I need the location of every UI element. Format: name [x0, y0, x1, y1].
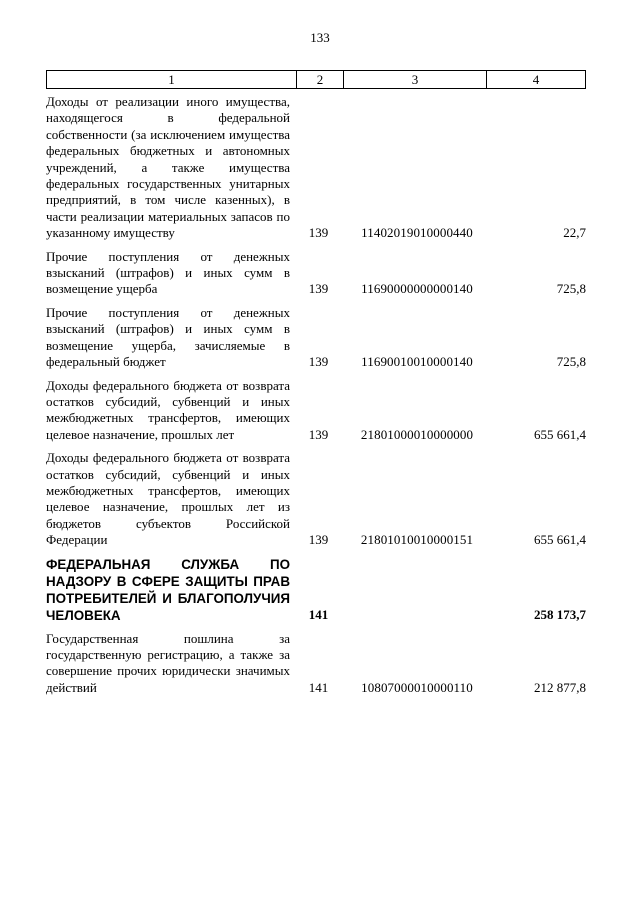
row-admin-code: 139	[308, 532, 329, 548]
header-col-4: 4	[532, 72, 540, 87]
header-col-2: 2	[297, 71, 344, 88]
row-description: Доходы федерального бюджета от возврата остатков субсидий, субвенций и иных межбюджетных трансфертов, имеющих целевое назначение, прошлых лет из бюджетов субъектов Российской Федерации	[46, 450, 290, 548]
row-amount: 212 877,8	[534, 679, 586, 695]
table-row	[46, 631, 586, 697]
row-description: Прочие поступления от денежных взысканий (штрафов) и иных сумм в возмещение ущерба	[46, 248, 290, 297]
row-description: Доходы федерального бюджета от возврата остатков субсидий, субвенций и иных межбюджетных трансфертов, имеющих целевое назначение, прошлых лет	[46, 377, 290, 442]
row-amount: 655 661,4	[534, 532, 586, 548]
row-amount: 258 173,7	[534, 607, 586, 623]
table-row	[46, 305, 586, 371]
table-row	[46, 94, 586, 242]
row-budget-code: 11690010010000140	[361, 354, 473, 370]
row-budget-code: 21801000010000000	[360, 426, 474, 442]
row-amount: 725,8	[556, 281, 586, 297]
table-row-section-heading	[46, 556, 586, 624]
row-description: Прочие поступления от денежных взысканий (штрафов) и иных сумм в возмещение ущерба, зачисляемые в федеральный бюджет	[46, 304, 290, 370]
row-admin-code: 141	[308, 679, 329, 695]
table-body	[46, 94, 586, 703]
row-admin-code: 139	[308, 354, 329, 370]
row-admin-code: 139	[308, 225, 329, 241]
row-amount: 725,8	[556, 354, 586, 370]
row-description: ФЕДЕРАЛЬНАЯ СЛУЖБА ПО НАДЗОРУ В СФЕРЕ ЗАЩИТЫ ПРАВ ПОТРЕБИТЕЛЕЙ И БЛАГОПОЛУЧИЯ ЧЕЛОВЕКА	[46, 556, 290, 623]
row-budget-code: 10807000010000110	[361, 679, 473, 695]
table-row	[46, 450, 586, 548]
row-amount: 22,7	[563, 225, 586, 241]
table-row	[46, 249, 586, 298]
row-budget-code: 11690000000000140	[361, 281, 473, 297]
row-admin-code: 139	[308, 426, 329, 442]
page-number: 133	[310, 30, 330, 45]
row-admin-code: 139	[308, 281, 329, 297]
row-admin-code: 141	[308, 607, 329, 623]
header-col-1: 1	[47, 71, 297, 88]
row-description: Государственная пошлина за государственную регистрацию, а также за совершение прочих юридически значимых действий	[46, 630, 290, 695]
row-description: Доходы от реализации иного имущества, находящегося в федеральной собственности (за исключением имущества федеральных бюджетных и автономных учреждений, а также имущества федеральных государственных унитарных предприятий, в том числе казенных), в части реализации материальных запасов по указанному имуществу	[46, 94, 290, 241]
table-row	[46, 378, 586, 444]
row-amount: 655 661,4	[534, 426, 586, 442]
row-budget-code: 11402019010000440	[361, 225, 473, 241]
row-budget-code: 21801010010000151	[360, 532, 474, 548]
header-col-3: 3	[344, 71, 487, 88]
table-header	[46, 70, 586, 89]
